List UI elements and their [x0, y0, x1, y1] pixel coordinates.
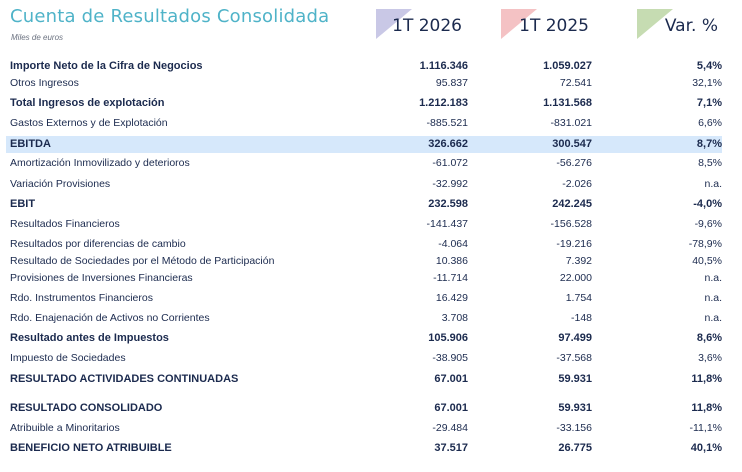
value-1t-2025: -33.156: [556, 422, 592, 434]
table-row: [6, 95, 722, 112]
column-header-1t-2026: [376, 9, 466, 39]
value-1t-2025: 72.541: [559, 77, 592, 89]
value-1t-2026: 67.001: [434, 373, 468, 385]
value-variation: 7,1%: [696, 97, 722, 109]
value-1t-2025: 7.392: [565, 255, 592, 267]
value-variation: 40,5%: [692, 255, 722, 267]
units-subtitle: Miles de euros: [11, 33, 64, 42]
table-row: [6, 115, 722, 132]
row-label: Resultados por diferencias de cambio: [10, 238, 186, 250]
row-label: Rdo. Enajenación de Activos no Corrientes: [10, 312, 210, 324]
row-label: Impuesto de Sociedades: [10, 352, 126, 364]
value-1t-2026: 105.906: [428, 332, 468, 344]
value-1t-2026: -4.064: [438, 238, 468, 250]
table-row: [6, 350, 722, 367]
value-variation: -11,1%: [689, 422, 722, 434]
value-variation: n.a.: [704, 272, 722, 284]
value-1t-2025: -19.216: [556, 238, 592, 250]
value-1t-2026: 1.212.183: [419, 97, 468, 109]
value-1t-2025: 22.000: [559, 272, 592, 284]
value-variation: 5,4%: [696, 60, 722, 72]
table-row: [6, 371, 722, 388]
column-header-label: 1T 2026: [392, 16, 462, 36]
value-variation: -78,9%: [688, 238, 722, 250]
table-row: [6, 330, 722, 347]
value-variation: 8,6%: [696, 332, 722, 344]
value-variation: 6,6%: [698, 117, 722, 129]
value-1t-2026: 232.598: [428, 198, 468, 210]
table-row: [6, 310, 722, 327]
row-label: Gastos Externos y de Explotación: [10, 117, 168, 129]
value-1t-2025: 1.059.027: [543, 60, 592, 72]
value-1t-2025: -56.276: [556, 157, 592, 169]
table-row: [6, 216, 722, 233]
value-1t-2026: -61.072: [432, 157, 468, 169]
table-row: [6, 270, 722, 287]
table-row: [6, 176, 722, 193]
row-label: Total Ingresos de explotación: [10, 97, 165, 109]
value-1t-2026: -11.714: [433, 272, 468, 284]
value-1t-2026: 67.001: [434, 402, 468, 414]
table-row: [6, 236, 722, 253]
row-label: RESULTADO ACTIVIDADES CONTINUADAS: [10, 373, 239, 385]
table-row: [6, 400, 722, 417]
value-variation: 11,8%: [691, 402, 722, 414]
value-variation: n.a.: [704, 312, 722, 324]
value-1t-2026: -32.992: [432, 178, 468, 190]
row-label: BENEFICIO NETO ATRIBUIBLE: [10, 442, 172, 454]
value-1t-2025: 1.754: [565, 292, 592, 304]
value-1t-2025: -831.021: [550, 117, 592, 129]
page-title: Cuenta de Resultados Consolidada: [10, 6, 330, 27]
value-variation: -4,0%: [693, 198, 722, 210]
value-variation: -9,6%: [694, 218, 722, 230]
value-variation: 8,5%: [698, 157, 722, 169]
value-variation: n.a.: [704, 292, 722, 304]
value-1t-2026: 16.429: [435, 292, 468, 304]
row-label: Amortización Inmovilizado y deterioros: [10, 157, 190, 169]
value-variation: 3,6%: [698, 352, 722, 364]
value-variation: 40,1%: [690, 442, 722, 454]
value-1t-2026: 37.517: [434, 442, 468, 454]
row-label: Otros Ingresos: [10, 77, 79, 89]
value-1t-2026: 95.837: [435, 77, 468, 89]
row-label: Resultados Financieros: [10, 218, 120, 230]
column-header-1t-2025: [501, 9, 591, 39]
table-row: [6, 420, 722, 437]
row-label: Importe Neto de la Cifra de Negocios: [10, 60, 203, 72]
value-1t-2025: 26.775: [558, 442, 592, 454]
table-row: [6, 440, 722, 457]
row-label: Provisiones de Inversiones Financieras: [10, 272, 193, 284]
table-row: [6, 136, 722, 153]
table-row: [6, 196, 722, 213]
table-row: [6, 75, 722, 92]
row-label: EBIT: [10, 198, 36, 210]
column-header-label: Var. %: [664, 16, 718, 36]
value-1t-2025: 59.931: [558, 373, 592, 385]
value-1t-2025: -148: [570, 312, 592, 324]
table-row: [6, 58, 722, 75]
value-1t-2025: -37.568: [556, 352, 592, 364]
value-1t-2026: -885.521: [426, 117, 468, 129]
column-header-variation: [637, 9, 722, 39]
table-row: [6, 290, 722, 307]
value-1t-2025: -156.528: [550, 218, 592, 230]
value-1t-2026: -29.484: [432, 422, 468, 434]
value-1t-2025: 97.499: [558, 332, 592, 344]
column-header-label: 1T 2025: [519, 16, 589, 36]
value-1t-2026: 326.662: [428, 138, 468, 150]
value-1t-2026: -38.905: [432, 352, 468, 364]
value-1t-2026: 3.708: [441, 312, 468, 324]
row-label: Resultado de Sociedades por el Método de Participación: [10, 255, 275, 267]
row-label: Resultado antes de Impuestos: [10, 332, 169, 344]
value-1t-2025: 300.547: [552, 138, 592, 150]
table-row: [6, 253, 722, 270]
value-variation: 8,7%: [696, 138, 722, 150]
value-variation: 32,1%: [692, 77, 722, 89]
row-label: Atribuible a Minoritarios: [10, 422, 120, 434]
value-1t-2025: 59.931: [558, 402, 592, 414]
row-label: EBITDA: [10, 138, 51, 150]
value-1t-2025: 1.131.568: [543, 97, 592, 109]
value-1t-2025: -2.026: [562, 178, 592, 190]
value-1t-2026: 1.116.346: [419, 60, 468, 72]
value-variation: n.a.: [704, 178, 722, 190]
value-1t-2026: -141.437: [426, 218, 468, 230]
value-variation: 11,8%: [691, 373, 722, 385]
value-1t-2026: 10.386: [435, 255, 468, 267]
row-label: Variación Provisiones: [10, 178, 111, 190]
row-label: Rdo. Instrumentos Financieros: [10, 292, 153, 304]
table-row: [6, 155, 722, 172]
value-1t-2025: 242.245: [552, 198, 592, 210]
row-label: RESULTADO CONSOLIDADO: [10, 402, 163, 414]
